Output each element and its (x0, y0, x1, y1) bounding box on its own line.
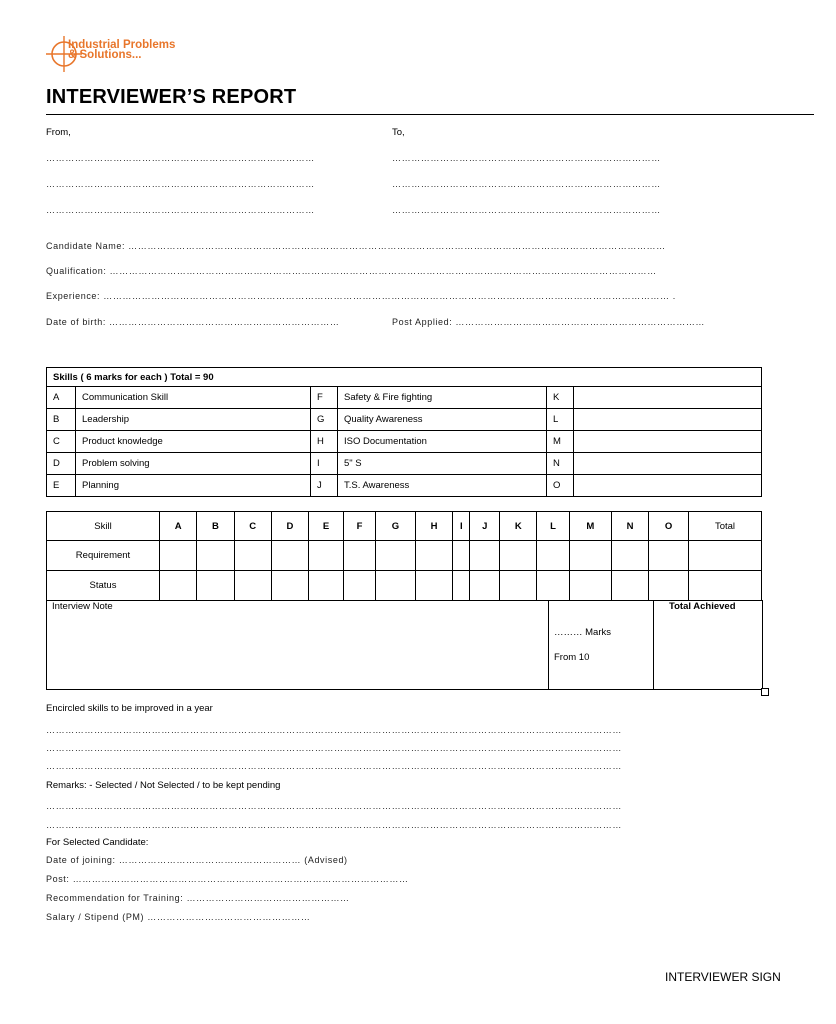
grid-cell[interactable] (569, 571, 611, 601)
grid-cell[interactable] (197, 571, 234, 601)
grid-header-row (47, 512, 762, 541)
grid-cell[interactable] (453, 541, 470, 571)
grid-cell[interactable] (500, 541, 537, 571)
skill-code: M (547, 431, 574, 453)
skill-name[interactable] (574, 409, 762, 431)
to-line-2[interactable]: ………………………………………………………………………… (392, 179, 661, 189)
skill-code: D (47, 453, 76, 475)
encircled-line-2[interactable]: ……………………………………………………………………………………………………………………………………………………………… (46, 743, 622, 753)
grid-total-cell[interactable] (689, 541, 762, 571)
grid-cell[interactable] (415, 571, 452, 601)
skills-table (46, 367, 762, 497)
skill-name: 5" S (338, 453, 547, 475)
marks-label: ……… Marks (554, 627, 611, 638)
skill-code: K (547, 387, 574, 409)
table-row (47, 409, 762, 431)
grid-cell[interactable] (376, 571, 416, 601)
skills-table-header: Skills ( 6 marks for each ) Total = 90 (47, 368, 762, 387)
skill-code: A (47, 387, 76, 409)
skill-code: C (47, 431, 76, 453)
post-field[interactable]: Post: …………………………………………………………………………………………… (46, 874, 409, 884)
grid-cell[interactable] (611, 571, 648, 601)
grid-cell[interactable] (453, 571, 470, 601)
skill-letter-header: H (415, 512, 452, 541)
skill-code: J (311, 475, 338, 497)
table-row (47, 453, 762, 475)
grid-cell[interactable] (470, 571, 500, 601)
skill-letter-header: C (234, 512, 271, 541)
skill-code: O (547, 475, 574, 497)
grid-cell[interactable] (376, 541, 416, 571)
to-line-1[interactable]: ………………………………………………………………………… (392, 153, 661, 163)
resize-handle[interactable] (761, 688, 769, 696)
grid-cell[interactable] (234, 541, 271, 571)
total-column-header: Total (689, 512, 762, 541)
to-label: To, (392, 127, 405, 138)
from-line-1[interactable]: ………………………………………………………………………… (46, 153, 315, 163)
skill-code: H (311, 431, 338, 453)
qualification-field[interactable]: Qualification: ……………………………………………………………………………………………………………………………………………………… (46, 266, 657, 276)
skill-letter-header: J (470, 512, 500, 541)
skill-name: Planning (76, 475, 311, 497)
grid-cell[interactable] (197, 541, 234, 571)
interview-note-label: Interview Note (52, 601, 113, 612)
grid-cell[interactable] (343, 541, 375, 571)
training-recommendation-field[interactable]: Recommendation for Training: …………………………………………… (46, 893, 350, 903)
grid-cell[interactable] (569, 541, 611, 571)
grid-cell[interactable] (271, 571, 308, 601)
title-divider (46, 114, 814, 115)
skill-code: N (547, 453, 574, 475)
skill-name[interactable] (574, 475, 762, 497)
skill-letter-header: E (309, 512, 344, 541)
remarks-line-1[interactable]: ……………………………………………………………………………………………………………………………………………………………… (46, 801, 622, 811)
experience-field[interactable]: Experience: …………………………………………………………………………………………………………………………………………………………… . (46, 291, 676, 301)
page-title: INTERVIEWER’S REPORT (46, 86, 297, 108)
selected-candidate-heading: For Selected Candidate: (46, 837, 149, 848)
skill-name: Problem solving (76, 453, 311, 475)
requirement-row (47, 541, 762, 571)
grid-cell[interactable] (234, 571, 271, 601)
post-applied-field[interactable]: Post Applied: …………………………………………………………………… (392, 317, 706, 327)
skill-code: L (547, 409, 574, 431)
skill-letter-header: O (649, 512, 689, 541)
table-row (47, 475, 762, 497)
grid-cell[interactable] (160, 571, 197, 601)
skill-code: F (311, 387, 338, 409)
grid-cell[interactable] (160, 541, 197, 571)
grid-cell[interactable] (649, 541, 689, 571)
skill-code: G (311, 409, 338, 431)
grid-cell[interactable] (309, 571, 344, 601)
from-line-2[interactable]: ………………………………………………………………………… (46, 179, 315, 189)
skill-letter-header: L (537, 512, 569, 541)
skill-letter-header: M (569, 512, 611, 541)
grid-cell[interactable] (271, 541, 308, 571)
skill-code: E (47, 475, 76, 497)
skill-name[interactable] (574, 387, 762, 409)
encircled-line-3[interactable]: ……………………………………………………………………………………………………………………………………………………………… (46, 761, 622, 771)
table-row (47, 431, 762, 453)
total-achieved-label: Total Achieved (669, 601, 736, 612)
skill-name: Safety & Fire fighting (338, 387, 547, 409)
skill-letter-header: A (160, 512, 197, 541)
skill-code: I (311, 453, 338, 475)
from-line-3[interactable]: ………………………………………………………………………… (46, 205, 315, 215)
logo-line-2: & Solutions... (68, 49, 142, 61)
skill-letter-header: F (343, 512, 375, 541)
skill-name: Leadership (76, 409, 311, 431)
skill-name[interactable] (574, 453, 762, 475)
grid-cell[interactable] (537, 571, 569, 601)
remarks-line-2[interactable]: ……………………………………………………………………………………………………………………………………………………………… (46, 820, 622, 830)
to-line-3[interactable]: ………………………………………………………………………… (392, 205, 661, 215)
grid-cell[interactable] (537, 541, 569, 571)
skill-letter-header: N (611, 512, 648, 541)
salary-field[interactable]: Salary / Stipend (PM) …………………………………………… (46, 912, 311, 922)
grid-cell[interactable] (649, 571, 689, 601)
skill-letter-header: I (453, 512, 470, 541)
table-row (47, 387, 762, 409)
remarks-label: Remarks: - Selected / Not Selected / to be kept pending (46, 780, 281, 791)
skill-letter-header: D (271, 512, 308, 541)
from-10-label: From 10 (554, 652, 590, 663)
skill-name: Quality Awareness (338, 409, 547, 431)
skill-name: Product knowledge (76, 431, 311, 453)
skill-letter-header: G (376, 512, 416, 541)
date-of-birth-field[interactable]: Date of birth: ……………………………………………………………… (46, 317, 340, 327)
assessment-grid (46, 511, 762, 601)
grid-cell[interactable] (343, 571, 375, 601)
interview-note-box[interactable] (46, 600, 549, 690)
logo-line-1: Industrial Problems (68, 39, 176, 51)
skill-column-header: Skill (47, 512, 160, 541)
skill-letter-header: K (500, 512, 537, 541)
grid-cell[interactable] (500, 571, 537, 601)
interviewer-sign-label: INTERVIEWER SIGN (665, 970, 781, 984)
skill-name: Communication Skill (76, 387, 311, 409)
candidate-name-field[interactable]: Candidate Name: …………………………………………………………………………………………………………………………………………………… (46, 241, 666, 251)
skill-code: B (47, 409, 76, 431)
skill-letter-header: B (197, 512, 234, 541)
marks-box[interactable] (547, 600, 653, 690)
date-of-joining-field[interactable]: Date of joining: ………………………………………………… (Advised) (46, 855, 348, 865)
from-label: From, (46, 127, 71, 138)
total-achieved-box[interactable] (653, 600, 763, 690)
requirement-label: Requirement (47, 541, 160, 571)
grid-cell[interactable] (309, 541, 344, 571)
skill-name: T.S. Awareness (338, 475, 547, 497)
skill-name[interactable] (574, 431, 762, 453)
grid-cell[interactable] (415, 541, 452, 571)
grid-cell[interactable] (611, 541, 648, 571)
skill-name: ISO Documentation (338, 431, 547, 453)
status-row (47, 571, 762, 601)
status-label: Status (47, 571, 160, 601)
encircled-skills-label: Encircled skills to be improved in a year (46, 703, 213, 714)
grid-cell[interactable] (470, 541, 500, 571)
grid-total-cell[interactable] (689, 571, 762, 601)
encircled-line-1[interactable]: ……………………………………………………………………………………………………………………………………………………………… (46, 725, 622, 735)
